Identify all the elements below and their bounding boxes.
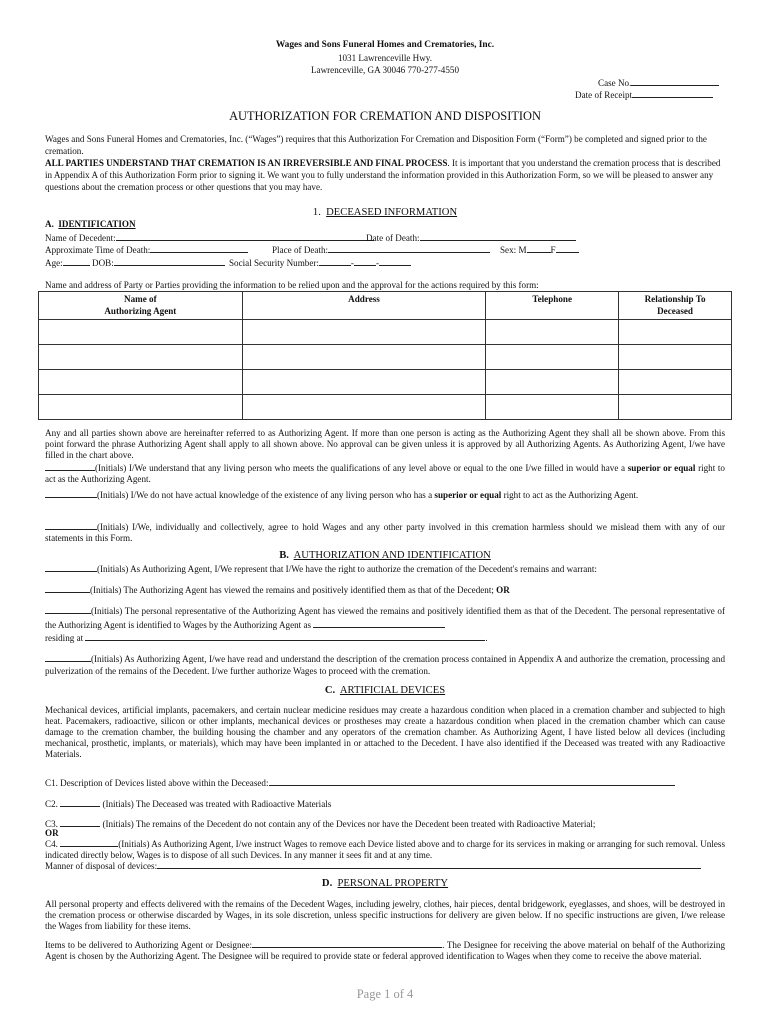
table-cell[interactable] [486, 370, 619, 395]
company-address-line1: 1031 Lawrenceville Hwy. [337, 53, 433, 63]
party-intro-text: Name and address of Party or Parties providing the information to be relied upon and the approval for the actions required by this form: [45, 280, 539, 290]
intro-warning-text: . It is important that you understand the cremation process that is described in Appendix A of this Authorization Form prior to signing it. We want you to fully understand the information provided in this Authorization Form, so we will be pleased to answer any questions about the cremation process or other questions that you may have. [45, 158, 721, 192]
table-cell[interactable] [619, 370, 732, 395]
irreversible-warning: ALL PARTIES UNDERSTAND THAT CREMATION IS AN IRREVERSIBLE AND FINAL PROCESS [45, 158, 448, 168]
page-title: AUTHORIZATION FOR CREMATION AND DISPOSITION [229, 109, 541, 123]
table-cell[interactable] [39, 370, 243, 395]
initials-line[interactable] [45, 461, 95, 471]
date-of-receipt-field[interactable] [575, 88, 713, 101]
dob-field[interactable]: DOB: [92, 256, 225, 269]
table-cell[interactable] [486, 320, 619, 345]
table-cell[interactable] [486, 395, 619, 420]
table-cell[interactable] [39, 395, 243, 420]
table-header-row [39, 292, 732, 320]
initials-line[interactable] [45, 652, 91, 662]
age-field[interactable]: Age: [45, 256, 90, 269]
initials-line[interactable] [60, 837, 118, 847]
section-d-heading: D. PERSONAL PROPERTY [321, 878, 449, 889]
initials-line[interactable] [60, 797, 100, 807]
company-address-line2: Lawrenceville, GA 30046 770-277-4550 [311, 65, 459, 75]
items-delivery-paragraph: Items to be delivered to Authorizing Agent or Designee: . The Designee for receiving the above material on behalf of the Authorizing Agent is chosen by the Authorizing Agent. The Designee will be required to provide state or federal approved identification to Wages when they come to receive the above material. [45, 940, 725, 961]
table-cell[interactable] [242, 345, 486, 370]
table-cell[interactable] [619, 345, 732, 370]
decedent-name-field[interactable]: Name of Decedent: [45, 231, 374, 244]
place-of-death-field[interactable]: Place of Death: [272, 243, 490, 256]
table-cell[interactable] [486, 345, 619, 370]
initials-line[interactable] [45, 562, 97, 572]
section-a-heading: A. IDENTIFICATION [45, 219, 136, 229]
manner-of-disposal-field[interactable]: Manner of disposal of devices: [45, 859, 701, 872]
intro-paragraph: Wages and Sons Funeral Homes and Crematories, Inc. (“Wages”) requires that this Authorization For Cremation and Disposition Form (“Form”) be completed and signed prior to the cremation. [45, 134, 707, 156]
initials-line[interactable] [60, 817, 100, 827]
representative-viewed-remains-statement: (Initials) The personal representative of the Authorizing Agent has viewed the remains and positively identified them as that of the Decedent. The personal representative of the Authorizing Agent is identified to Wages by the Authorizing Agent as residing at . [45, 606, 725, 643]
authorizing-agent-paragraph: Any and all parties shown above are hereinafter referred to as Authorizing Agent. If more than one person is acting as the Authorizing Agent they shall all be shown above. From this point forward the phrase Authorizing Agent shall apply to all shown above. No approval can be given unless it is approved by all Authorizing Agents. As Authorizing Agent, I/we have filled in the chart above. [45, 428, 725, 460]
col-header-name: Name of Authorizing Agent [39, 292, 243, 320]
c1-devices-description-field[interactable]: C1. Description of Devices listed above within the Deceased: [45, 776, 675, 789]
initials-line[interactable] [45, 583, 90, 593]
table-row [39, 320, 732, 345]
col-header-telephone: Telephone [486, 292, 619, 320]
initials-superior-right-statement: (Initials) I/We understand that any living person who meets the qualifications of any level above or equal to the one I/we filled in would have a superior or equal right to act as the Authorizing Agent. [45, 463, 725, 484]
date-of-receipt-label: Date of Receipt [575, 90, 633, 100]
initials-hold-harmless-statement: (Initials) I/We, individually and collectively, agree to hold Wages and any other party involved in this cremation harmless should we mislead them with any of our statements in this Form. [45, 522, 725, 543]
page-number: Page 1 of 4 [356, 987, 414, 1001]
artificial-devices-paragraph: Mechanical devices, artificial implants, pacemakers, and certain nuclear medicine residues may create a hazardous condition when placed in a cremation chamber and subjected to high heat. Pacemakers, radioactive, silicon or other implants, mechanical devices or prostheses may create a hazardous condition when placed in the cremation chamber which can cause damage to the cremation chamber, the building housing the chamber and any operators of the cremation chamber. As Authorizing Agent, I have listed below all devices (including mechanical, prosthetic, implants, or materials), which may have been implanted in or attached to the Decedent. I have also identified if the Deceased was treated with any Radioactive Materials. [45, 705, 725, 759]
right-to-authorize-statement: (Initials) As Authorizing Agent, I/We represent that I/We have the right to authorize the cremation of the Decedent's remains and warrant: [45, 562, 725, 575]
case-number-label: Case No. [598, 78, 632, 88]
representative-address-line[interactable] [85, 631, 485, 641]
table-cell[interactable] [619, 395, 732, 420]
table-cell[interactable] [39, 345, 243, 370]
date-of-death-field[interactable]: Date of Death: [366, 231, 576, 244]
items-to-deliver-line[interactable] [252, 938, 442, 948]
time-of-death-field[interactable]: Approximate Time of Death: [45, 243, 248, 256]
sex-field[interactable]: Sex: M F [500, 243, 579, 256]
table-row [39, 370, 732, 395]
table-cell[interactable] [242, 395, 486, 420]
section-1-heading: 1. DECEASED INFORMATION [312, 207, 458, 218]
table-row [39, 395, 732, 420]
company-name: Wages and Sons Funeral Homes and Crematories, Inc. [275, 40, 495, 50]
agent-viewed-remains-statement: (Initials) The Authorizing Agent has viewed the remains and positively identified them as that of the Decedent; OR [45, 583, 725, 596]
initials-line[interactable] [45, 488, 97, 498]
initials-line[interactable] [45, 604, 91, 614]
authorizing-agents-table [38, 291, 732, 420]
or-separator: OR [45, 828, 59, 838]
cremation-process-statement: (Initials) As Authorizing Agent, I/we have read and understand the description of the cremation process contained in Appendix A and authorize the cremation, processing and pulverization of the remains of the Decedent. I/we further authorize Wages to proceed with the cremation. [45, 654, 725, 676]
personal-property-paragraph: All personal property and effects delivered with the remains of the Decedent Wages, including jewelry, clothes, hair pieces, dental bridgework, eyeglasses, and shoes, will be destroyed in the cremation process or otherwise discarded by Wages, in its sole discretion, unless specific instructions for delivery are given below. If no specific instructions are given, I/we release the Wages from liability for these items. [45, 899, 725, 931]
table-cell[interactable] [39, 320, 243, 345]
ssn-field[interactable]: Social Security Number: - - [229, 256, 411, 269]
table-cell[interactable] [242, 320, 486, 345]
col-header-address: Address [242, 292, 486, 320]
c2-radioactive-statement: C2. (Initials) The Deceased was treated with Radioactive Materials [45, 799, 332, 809]
table-cell[interactable] [242, 370, 486, 395]
c3-no-devices-statement: C3. (Initials) The remains of the Decedent do not contain any of the Devices nor have the Decedent been treated with Radioactive Material; [45, 819, 596, 829]
section-b-heading: B. AUTHORIZATION AND IDENTIFICATION [279, 550, 491, 561]
c4-remove-devices-statement: C4. (Initials) As Authorizing Agent, I/we instruct Wages to remove each Device listed above and to charge for its services in making or arranging for such removal. Unless indicated directly below, Wages is to dispose of all such Devices. In any manner it sees fit and at any time. [45, 839, 725, 860]
col-header-relationship: Relationship To Deceased [619, 292, 732, 320]
table-row [39, 345, 732, 370]
intro-warning-paragraph [45, 158, 725, 193]
initials-line[interactable] [45, 520, 97, 530]
representative-name-line[interactable] [313, 618, 445, 628]
section-c-heading: C. ARTIFICIAL DEVICES [324, 685, 446, 696]
table-cell[interactable] [619, 320, 732, 345]
initials-no-knowledge-statement: (Initials) I/We do not have actual knowledge of the existence of any living person who has a superior or equal right to act as the Authorizing Agent. [45, 488, 725, 501]
